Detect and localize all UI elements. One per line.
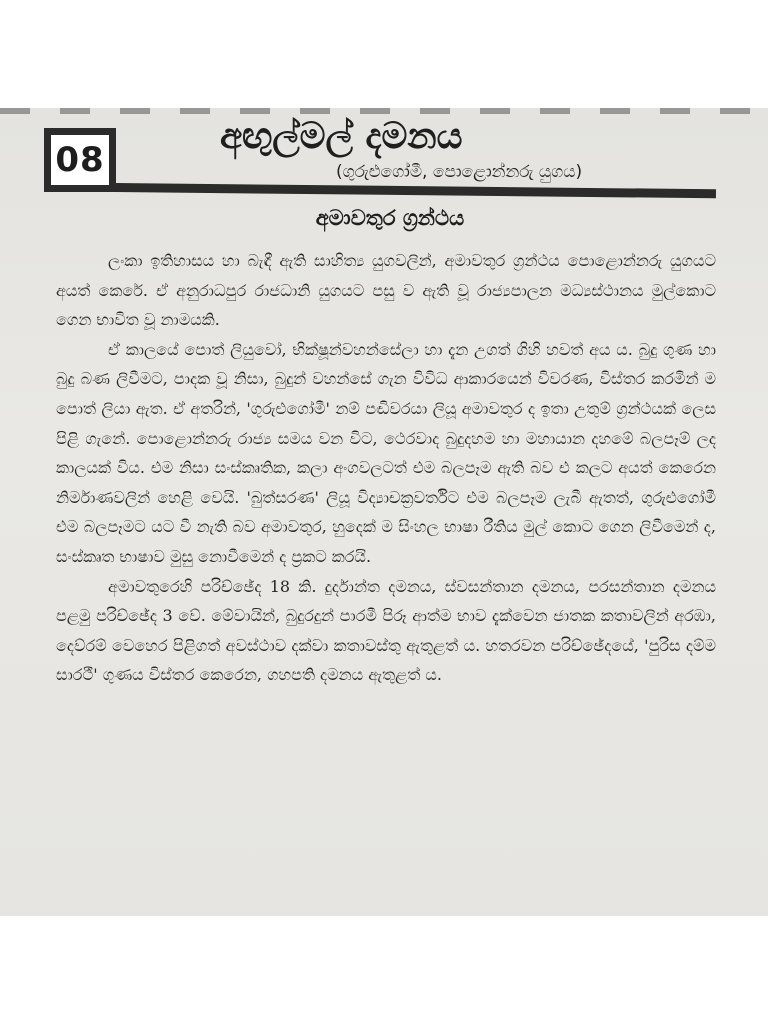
paragraph-2: ඒ කාලයේ පොත් ලියුවෝ, භික්ෂූන්වහන්සේලා හා දැන උගත් ගිහි හවත් අය ය. බුදු ගුණ හා බුදු බණ ලිවීමට, පාදක වූ නිසා, බුදුන් වහන්සේ ගැන විවිධ ආකාරයෙන් විවරණ, විස්තර කරමින් ම පොත් ලියා ඇත. ඒ අතරින්, 'ගුරුළුගෝමී' නම් පඬිවරයා ලියූ අමාවතුර ද ඉතා උතුම් ග්‍රන්ථයක් ලෙස පිළි ගැනේ. පොළොන්නරු රාජ්‍ය සමය වන විට, ථෙරවාද බුදුදහම හා මහායාන දහමේ බලපෑම් ලද කාලයක් විය. එම නිසා සංස්කෘතික, කලා අංගවලටත් එම බලපෑම ඇති බව එ කලට අයත් කෙරෙන නිර්මාණවලින් හෙළි වෙයි. 'බුත්සරණ' ලියූ විද්‍යාචක්‍රවර්තිට එම බලපෑම ලැබී ඇතත්, ගුරුළුගෝමී එම බලපෑමට යට වී නැති බව අමාවතුර, හුදෙක් ම සිංහල භාෂා රීතිය මුල් කොට ගෙන ලිවීමෙන් ද, සංස්කෘත භාෂාව මුසු නොවීමෙන් ද ප්‍රකට කරයි.	[56, 339, 716, 566]
book-page-photo	[0, 108, 768, 916]
chapter-rule	[116, 183, 716, 198]
chapter-number: 08	[55, 140, 105, 180]
paragraph-3: අමාවතුරෙහි පරිච්ඡේද 18 කි. දුර්දාන්ත දමනය, ස්වසන්තාන දමනය, පරසන්තාන දමනය පළමු පරිච්ඡේද 3 වේ. මේවායින්, බුදුරදුන් පාරමී පිරූ ආත්ම භාව දැක්වෙන ජාතක කතාවලින් අරඹා, දෙව්රම් වෙහෙර පිළිගත් අවස්ථාව දක්වා කතාවස්තු ඇතුළත් ය. හතරවන පරිච්ඡේදයේ, 'පුරිස දම්ම සාරථී' ගුණය විස්තර කෙරෙන, ගහපති දමනය ඇතුළත් ය.	[56, 576, 716, 685]
chapter-number-box	[44, 128, 116, 192]
paragraph-1: ලංකා ඉතිහාසය හා බැඳී ඇති සාහිත්‍ය යුගවලින්, අමාවතුර ග්‍රන්ථය පොළොන්නරු යුගයට අයත් කෙරේ. ඒ අනුරාධපුර රාජධානි යුගයට පසු ව ඇති වූ රාජ්‍යපාලන මධ්‍යස්ථානය මුල්කොට ගෙන භාවිත වූ නාමයකි.	[56, 251, 716, 330]
body-text	[56, 246, 716, 690]
chapter-title: අඟුල්මල් දමනය	[220, 116, 463, 157]
section-heading: අමාවතුර ග්‍රන්ථය	[315, 206, 465, 230]
chapter-subtitle: (ගුරුළුගෝමී, පොළොන්නරු යුගය)	[336, 162, 583, 182]
previous-page-edge	[0, 108, 768, 114]
